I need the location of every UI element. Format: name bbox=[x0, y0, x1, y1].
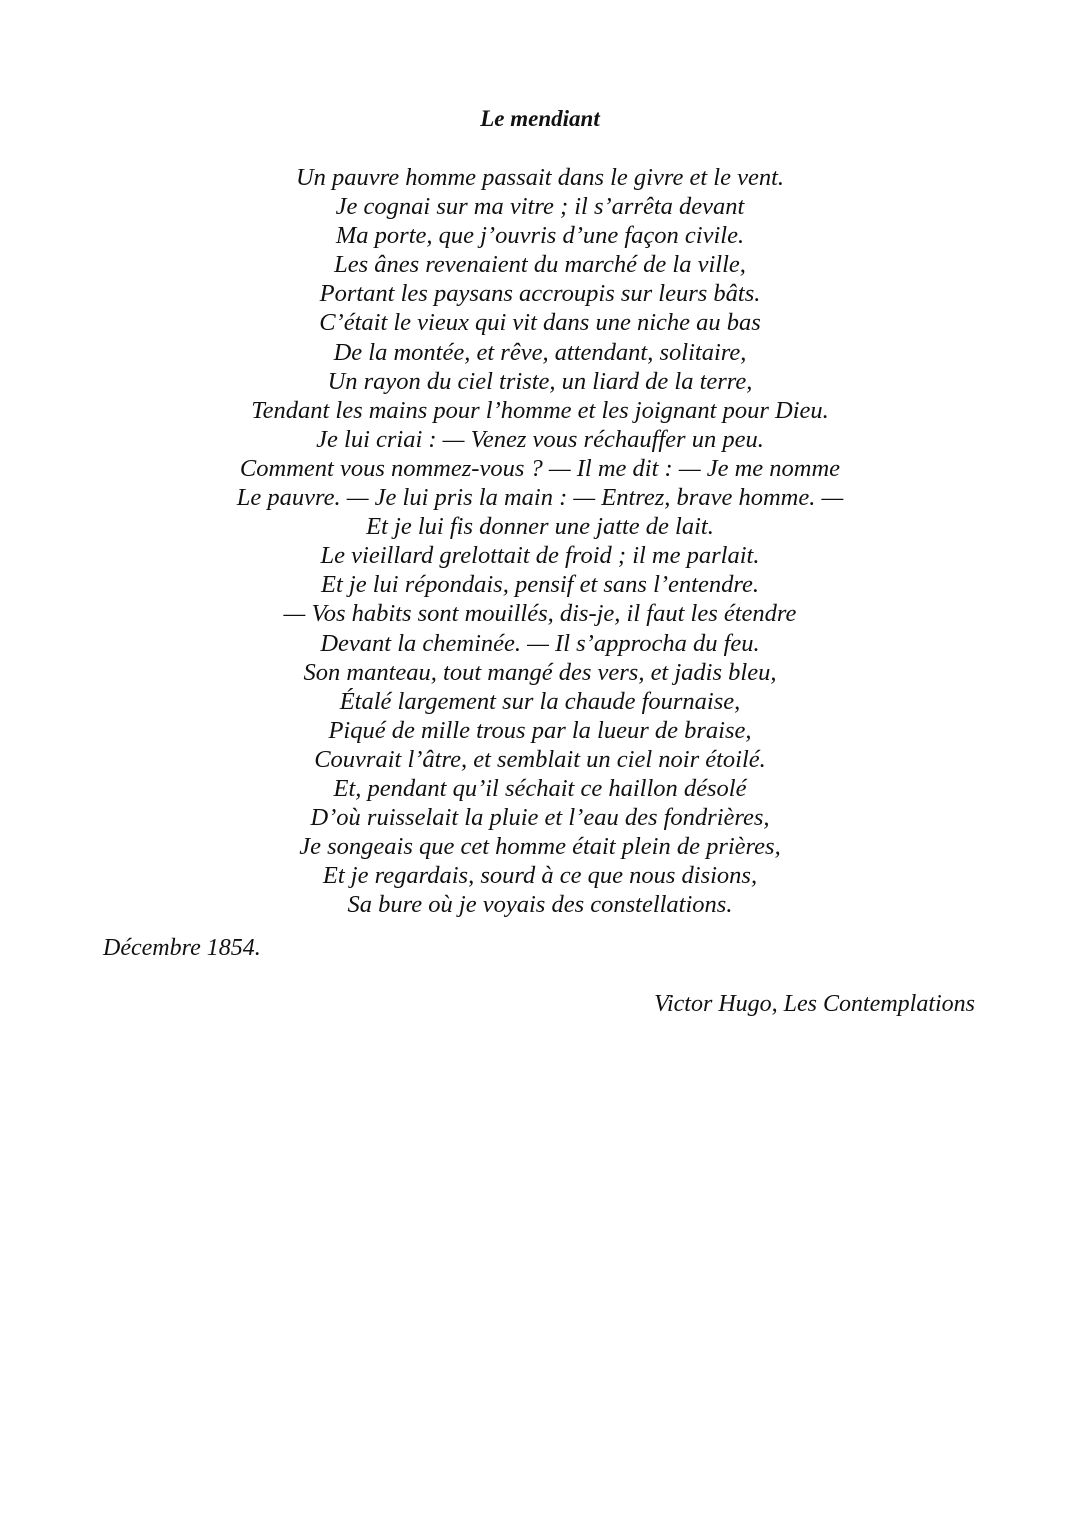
poem-line: Et je lui répondais, pensif et sans l’entendre. bbox=[321, 571, 759, 599]
poem-line: Je lui criai : — Venez vous réchauffer un peu. bbox=[316, 425, 764, 453]
poem-line: Un rayon du ciel triste, un liard de la terre, bbox=[327, 367, 753, 395]
poem-line: Couvrait l’âtre, et semblait un ciel noir étoilé. bbox=[314, 745, 766, 773]
poem-line: Étalé largement sur la chaude fournaise, bbox=[339, 687, 741, 715]
poem-line: Portant les paysans accroupis sur leurs bâts. bbox=[319, 280, 761, 308]
poem-line: Et je regardais, sourd à ce que nous disions, bbox=[322, 862, 758, 890]
poem-line: Devant la cheminée. — Il s’approcha du feu. bbox=[320, 629, 760, 657]
poem-line: Son manteau, tout mangé des vers, et jadis bleu, bbox=[303, 658, 777, 686]
author-attribution: Victor Hugo, Les Contemplations bbox=[654, 991, 975, 1017]
poem-line: Tendant les mains pour l’homme et les joignant pour Dieu. bbox=[251, 396, 829, 424]
poem-line: Les ânes revenaient du marché de la ville, bbox=[334, 251, 746, 279]
poem-line: Un pauvre homme passait dans le givre et le vent. bbox=[295, 164, 785, 191]
poem-line: Sa bure où je voyais des constellations. bbox=[347, 891, 733, 919]
poem-title: Le mendiant bbox=[480, 106, 600, 131]
poem-line: Piqué de mille trous par la lueur de braise, bbox=[328, 716, 752, 744]
poem-line: C’était le vieux qui vit dans une niche au bas bbox=[319, 309, 761, 337]
poem-line: Ma porte, que j’ouvris d’une façon civile. bbox=[335, 222, 745, 250]
poem-date: Décembre 1854. bbox=[103, 935, 261, 961]
poem-line: Je cognai sur ma vitre ; il s’arrêta devant bbox=[335, 193, 745, 221]
poem-line: Comment vous nommez-vous ? — Il me dit : — Je me nomme bbox=[239, 454, 841, 482]
poem-line: Le pauvre. — Je lui pris la main : — Entrez, brave homme. — bbox=[236, 484, 844, 512]
poem-line: Je songeais que cet homme était plein de prières, bbox=[299, 833, 781, 861]
poem-line: Et, pendant qu’il séchait ce haillon désolé bbox=[333, 774, 747, 802]
poem-line: D’où ruisselait la pluie et l’eau des fondrières, bbox=[310, 804, 770, 832]
poem-line: Le vieillard grelottait de froid ; il me parlait. bbox=[320, 542, 760, 570]
poem-line: De la montée, et rêve, attendant, solitaire, bbox=[333, 338, 747, 366]
poem-line: — Vos habits sont mouillés, dis-je, il faut les étendre bbox=[283, 600, 797, 628]
poem-body bbox=[0, 163, 1080, 919]
poem-line: Et je lui fis donner une jatte de lait. bbox=[366, 513, 714, 541]
